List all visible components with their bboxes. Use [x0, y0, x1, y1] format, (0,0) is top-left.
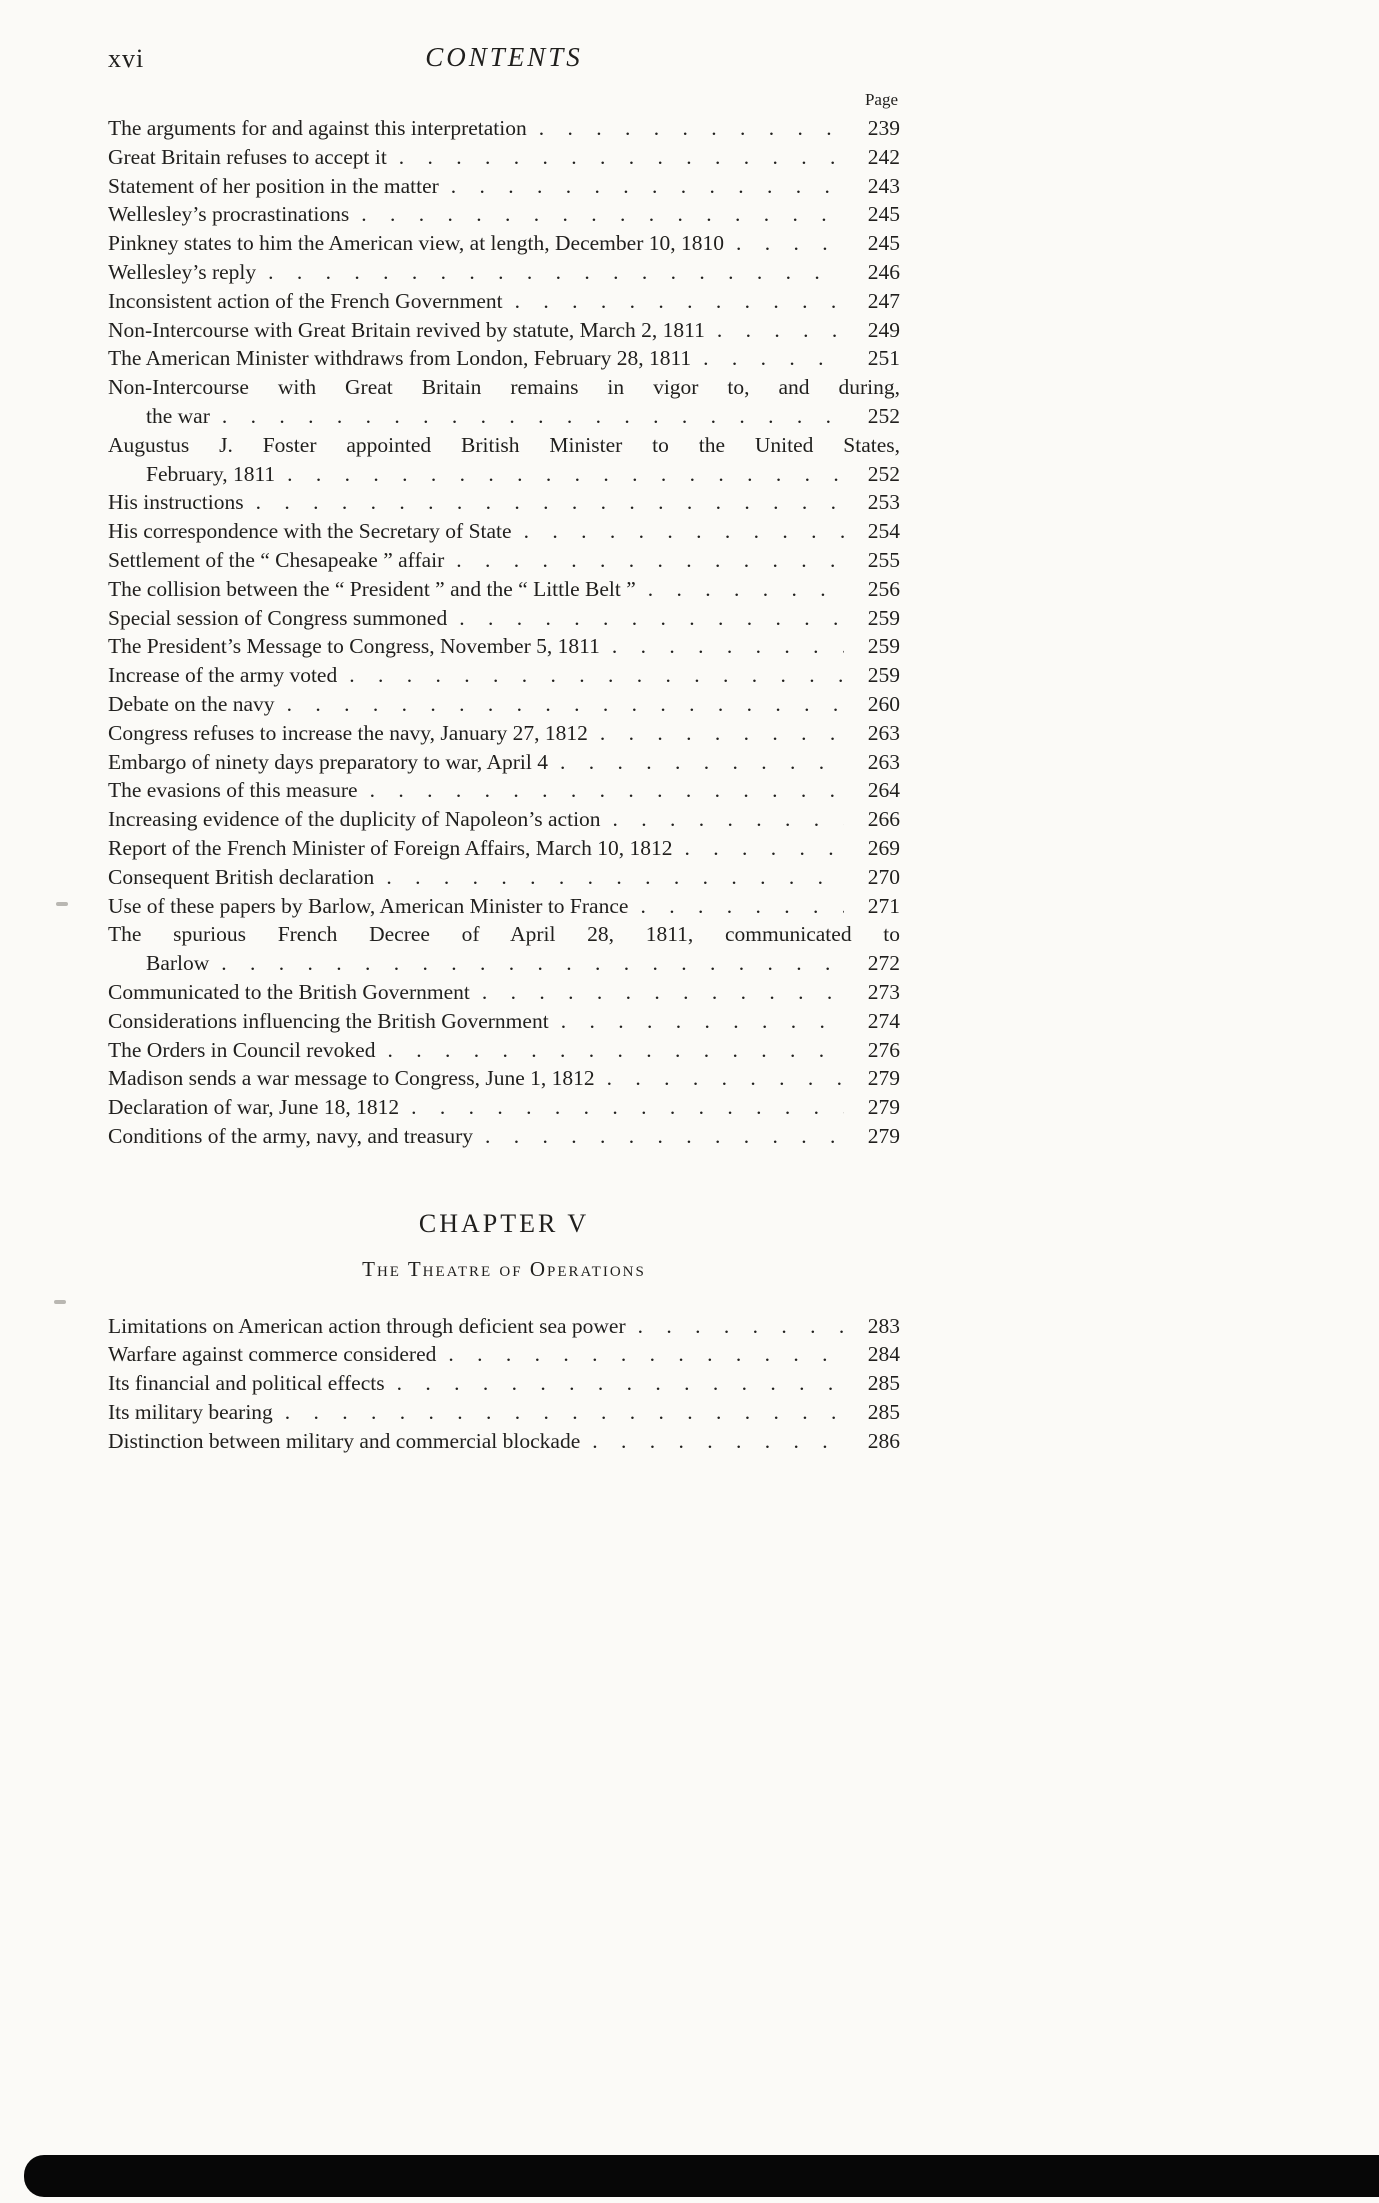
toc-entry-text: His instructions	[108, 490, 244, 515]
toc-entry-text: The arguments for and against this interpretation	[108, 116, 527, 140]
dot-leader	[210, 402, 844, 431]
toc-entry-text: His correspondence with the Secretary of State	[108, 519, 512, 544]
toc-entry	[108, 719, 900, 748]
toc-entry	[108, 863, 900, 892]
toc-entry-page-number: 279	[867, 1095, 900, 1120]
chapter-toc-entry-page-number: 285	[867, 1371, 900, 1396]
dot-leader	[358, 776, 844, 805]
dot-leader	[444, 546, 844, 575]
page-column-label: Page	[864, 90, 898, 109]
toc-entry	[108, 892, 900, 921]
toc-entry-text: Inconsistent action of the French Government	[108, 288, 503, 313]
dot-leader	[595, 1064, 844, 1093]
toc-entry-page-number: 264	[867, 778, 900, 803]
dot-leader	[399, 1093, 844, 1122]
toc-entry-text: Conditions of the army, navy, and treasury	[108, 1123, 474, 1148]
toc-entry-page-number: 259	[867, 634, 900, 659]
toc-entry-text: Madison sends a war message to Congress, June 1, 1812	[108, 1066, 595, 1091]
chapter-toc-entry	[108, 1427, 900, 1456]
dot-leader	[387, 143, 844, 172]
toc-entry-page-number: 266	[867, 807, 900, 832]
toc-entry	[108, 776, 900, 805]
toc-entry-text: Report of the French Minister of Foreign Affairs, March 10, 1812	[108, 835, 673, 860]
toc-entry-page-number: 245	[867, 231, 900, 256]
toc-entry-text: The Orders in Council revoked	[108, 1037, 376, 1062]
dot-leader	[349, 200, 844, 229]
scan-artifact-mark	[56, 902, 68, 906]
toc-entry	[108, 1093, 900, 1122]
toc-entry	[108, 978, 900, 1007]
toc-entry-page-number: 279	[867, 1066, 900, 1091]
chapter-toc-entry-text: Warfare against commerce considered	[108, 1342, 437, 1367]
toc-entry-page-number: 247	[867, 288, 900, 313]
dot-leader	[275, 690, 844, 719]
toc-entry-text: Great Britain refuses to accept it	[108, 144, 387, 169]
dot-leader	[626, 1312, 844, 1341]
dot-leader	[636, 575, 844, 604]
toc-entry-page-number: 245	[867, 202, 900, 227]
toc-entry-text: February, 1811	[146, 461, 276, 486]
toc-entry-text: Pinkney states to him the American view, at length, December 10, 1810	[108, 231, 724, 256]
dot-leader	[549, 1007, 844, 1036]
toc-entry-page-number: 276	[867, 1037, 900, 1062]
toc-entry-page-number: 251	[867, 346, 900, 371]
toc-entry-text: Congress refuses to increase the navy, January 27, 1812	[108, 720, 588, 745]
toc-entry-text: Wellesley’s procrastinations	[108, 202, 350, 227]
chapter-subheading: The Theatre of Operations	[362, 1256, 646, 1281]
dot-leader	[628, 892, 844, 921]
dot-leader	[691, 344, 844, 373]
scan-edge-bar	[24, 2155, 1379, 2197]
toc-entry	[108, 1007, 900, 1036]
chapter-toc-entry-text: Limitations on American action through deficient sea power	[108, 1313, 626, 1338]
toc-entry-text: Wellesley’s reply	[108, 259, 257, 284]
toc-entry	[108, 287, 900, 316]
toc-entry-text: Use of these papers by Barlow, American Minister to France	[108, 893, 629, 918]
toc-entry-text: The collision between the “ President ” and the “ Little Belt ”	[108, 576, 636, 601]
chapter-toc-entry	[108, 1312, 900, 1341]
toc-entry-text: Considerations influencing the British Government	[108, 1008, 549, 1033]
chapter-toc-entry	[108, 1369, 900, 1398]
toc-entry	[108, 402, 900, 431]
toc-entry-text: Communicated to the British Government	[108, 979, 470, 1004]
toc-entry-page-number: 252	[867, 461, 900, 486]
toc-entry	[108, 546, 900, 575]
toc-entry	[108, 316, 900, 345]
toc-entry-text: Settlement of the “ Chesapeake ” affair	[108, 547, 445, 572]
dot-leader	[503, 287, 844, 316]
chapter-toc-entry-text: Distinction between military and commercial blockade	[108, 1428, 581, 1453]
toc-entry-text: Declaration of war, June 18, 1812	[108, 1095, 400, 1120]
toc-entry-page-number: 263	[867, 749, 900, 774]
toc-entry	[108, 488, 900, 517]
dot-leader	[436, 1340, 844, 1369]
toc-entry-page-number: 269	[867, 835, 900, 860]
dot-leader	[601, 805, 844, 834]
toc-entry-page-number: 274	[867, 1008, 900, 1033]
toc-entry-text: Non-Intercourse with Great Britain revived by statute, March 2, 1811	[108, 317, 705, 342]
dot-leader	[672, 834, 844, 863]
toc-entry-page-number: 271	[867, 893, 900, 918]
toc-entry	[108, 258, 900, 287]
chapter-toc-entry-page-number: 286	[867, 1428, 900, 1453]
toc-entry-page-number: 272	[867, 951, 900, 976]
toc-entry-text: Barlow	[146, 951, 210, 976]
dot-leader	[705, 316, 844, 345]
toc-entry-text: Statement of her position in the matter	[108, 173, 439, 198]
toc-entry-page-number: 242	[867, 144, 900, 169]
dot-leader	[275, 460, 844, 489]
toc-entry-page-number: 263	[867, 720, 900, 745]
dot-leader	[512, 517, 844, 546]
toc-entry-page-number: 273	[867, 979, 900, 1004]
dot-leader	[244, 488, 844, 517]
toc-entry	[108, 1036, 900, 1065]
toc-entry	[108, 517, 900, 546]
dot-leader	[374, 863, 844, 892]
toc-entry-page-number: 270	[867, 864, 900, 889]
toc-entry	[108, 575, 900, 604]
toc-entry	[108, 632, 900, 661]
dot-leader	[273, 1398, 844, 1427]
chapter-toc-entry-text: Its military bearing	[108, 1400, 273, 1425]
toc-entry-page-number: 254	[867, 519, 900, 544]
dot-leader	[588, 719, 844, 748]
toc-entry	[108, 460, 900, 489]
toc-entry	[108, 200, 900, 229]
toc-entry-page-number: 260	[867, 691, 900, 716]
dot-leader	[600, 632, 844, 661]
toc-entry-text: The American Minister withdraws from London, February 28, 1811	[108, 346, 692, 371]
toc-entry	[108, 344, 900, 373]
chapter-toc-entry-text: Its financial and political effects	[108, 1371, 385, 1396]
toc-entry-text: Increasing evidence of the duplicity of Napoleon’s action	[108, 807, 601, 832]
dot-leader	[447, 604, 844, 633]
folio-number: xvi	[108, 44, 145, 73]
toc-entry	[108, 143, 900, 172]
dot-leader	[724, 229, 844, 258]
dot-leader	[256, 258, 844, 287]
dot-leader	[548, 748, 844, 777]
dot-leader	[527, 114, 844, 143]
toc-entry-page-number: 243	[867, 173, 900, 198]
toc-entry-page-number: 246	[867, 259, 900, 284]
toc-entry-page-number: 279	[867, 1123, 900, 1148]
dot-leader	[375, 1036, 844, 1065]
toc-entry-text: The evasions of this measure	[108, 778, 358, 803]
scan-artifact-mark	[54, 1300, 66, 1304]
page-header	[108, 42, 900, 78]
dot-leader	[473, 1122, 844, 1151]
toc-entry	[108, 949, 900, 978]
toc-entry	[108, 1064, 900, 1093]
page-title: CONTENTS	[425, 42, 583, 72]
chapter-toc-entry-page-number: 284	[867, 1342, 900, 1367]
toc-entry	[108, 661, 900, 690]
toc-entry	[108, 114, 900, 143]
dot-leader	[209, 949, 844, 978]
toc-entry-page-number: 259	[867, 605, 900, 630]
toc-entry-runover-line: The spurious French Decree of April 28, 1811, communicated to	[108, 922, 900, 947]
toc-entry-text: Embargo of ninety days preparatory to war, April 4	[108, 749, 548, 774]
toc-entry-page-number: 252	[867, 403, 900, 428]
toc-entry-text: The President’s Message to Congress, November 5, 1811	[108, 634, 600, 659]
toc-entry	[108, 748, 900, 777]
chapter-toc-entry-page-number: 283	[867, 1313, 900, 1338]
toc-entry-text: Special session of Congress summoned	[108, 605, 448, 630]
toc-entry	[108, 172, 900, 201]
toc-entry	[108, 1122, 900, 1151]
dot-leader	[439, 172, 844, 201]
toc-entry-runover-line: Augustus J. Foster appointed British Minister to the United States,	[108, 432, 900, 457]
chapter-toc-entry-page-number: 285	[867, 1400, 900, 1425]
toc-entry-page-number: 256	[867, 576, 900, 601]
toc-entry-text: the war	[146, 403, 210, 428]
toc-entry-page-number: 239	[867, 116, 900, 140]
toc-entry-page-number: 253	[867, 490, 900, 515]
toc-entry-page-number: 259	[867, 663, 900, 688]
toc-entry-page-number: 249	[867, 317, 900, 342]
toc-entry-text: Consequent British declaration	[108, 864, 375, 889]
toc-entry-page-number: 255	[867, 547, 900, 572]
dot-leader	[580, 1427, 844, 1456]
toc-list	[108, 114, 900, 1151]
toc-entry	[108, 834, 900, 863]
chapter-toc-entry	[108, 1340, 900, 1369]
chapter-toc-list	[108, 1312, 900, 1456]
dot-leader	[337, 661, 844, 690]
dot-leader	[385, 1369, 844, 1398]
toc-entry	[108, 604, 900, 633]
chapter-toc-entry	[108, 1398, 900, 1427]
toc-entry-runover-line: Non-Intercourse with Great Britain remains in vigor to, and during,	[108, 375, 900, 400]
chapter-heading: CHAPTER V	[418, 1208, 590, 1238]
text-column	[108, 42, 900, 1456]
toc-entry	[108, 805, 900, 834]
toc-entry-text: Increase of the army voted	[108, 663, 338, 688]
dot-leader	[470, 978, 844, 1007]
toc-entry-text: Debate on the navy	[108, 691, 275, 716]
toc-entry	[108, 229, 900, 258]
toc-entry	[108, 690, 900, 719]
